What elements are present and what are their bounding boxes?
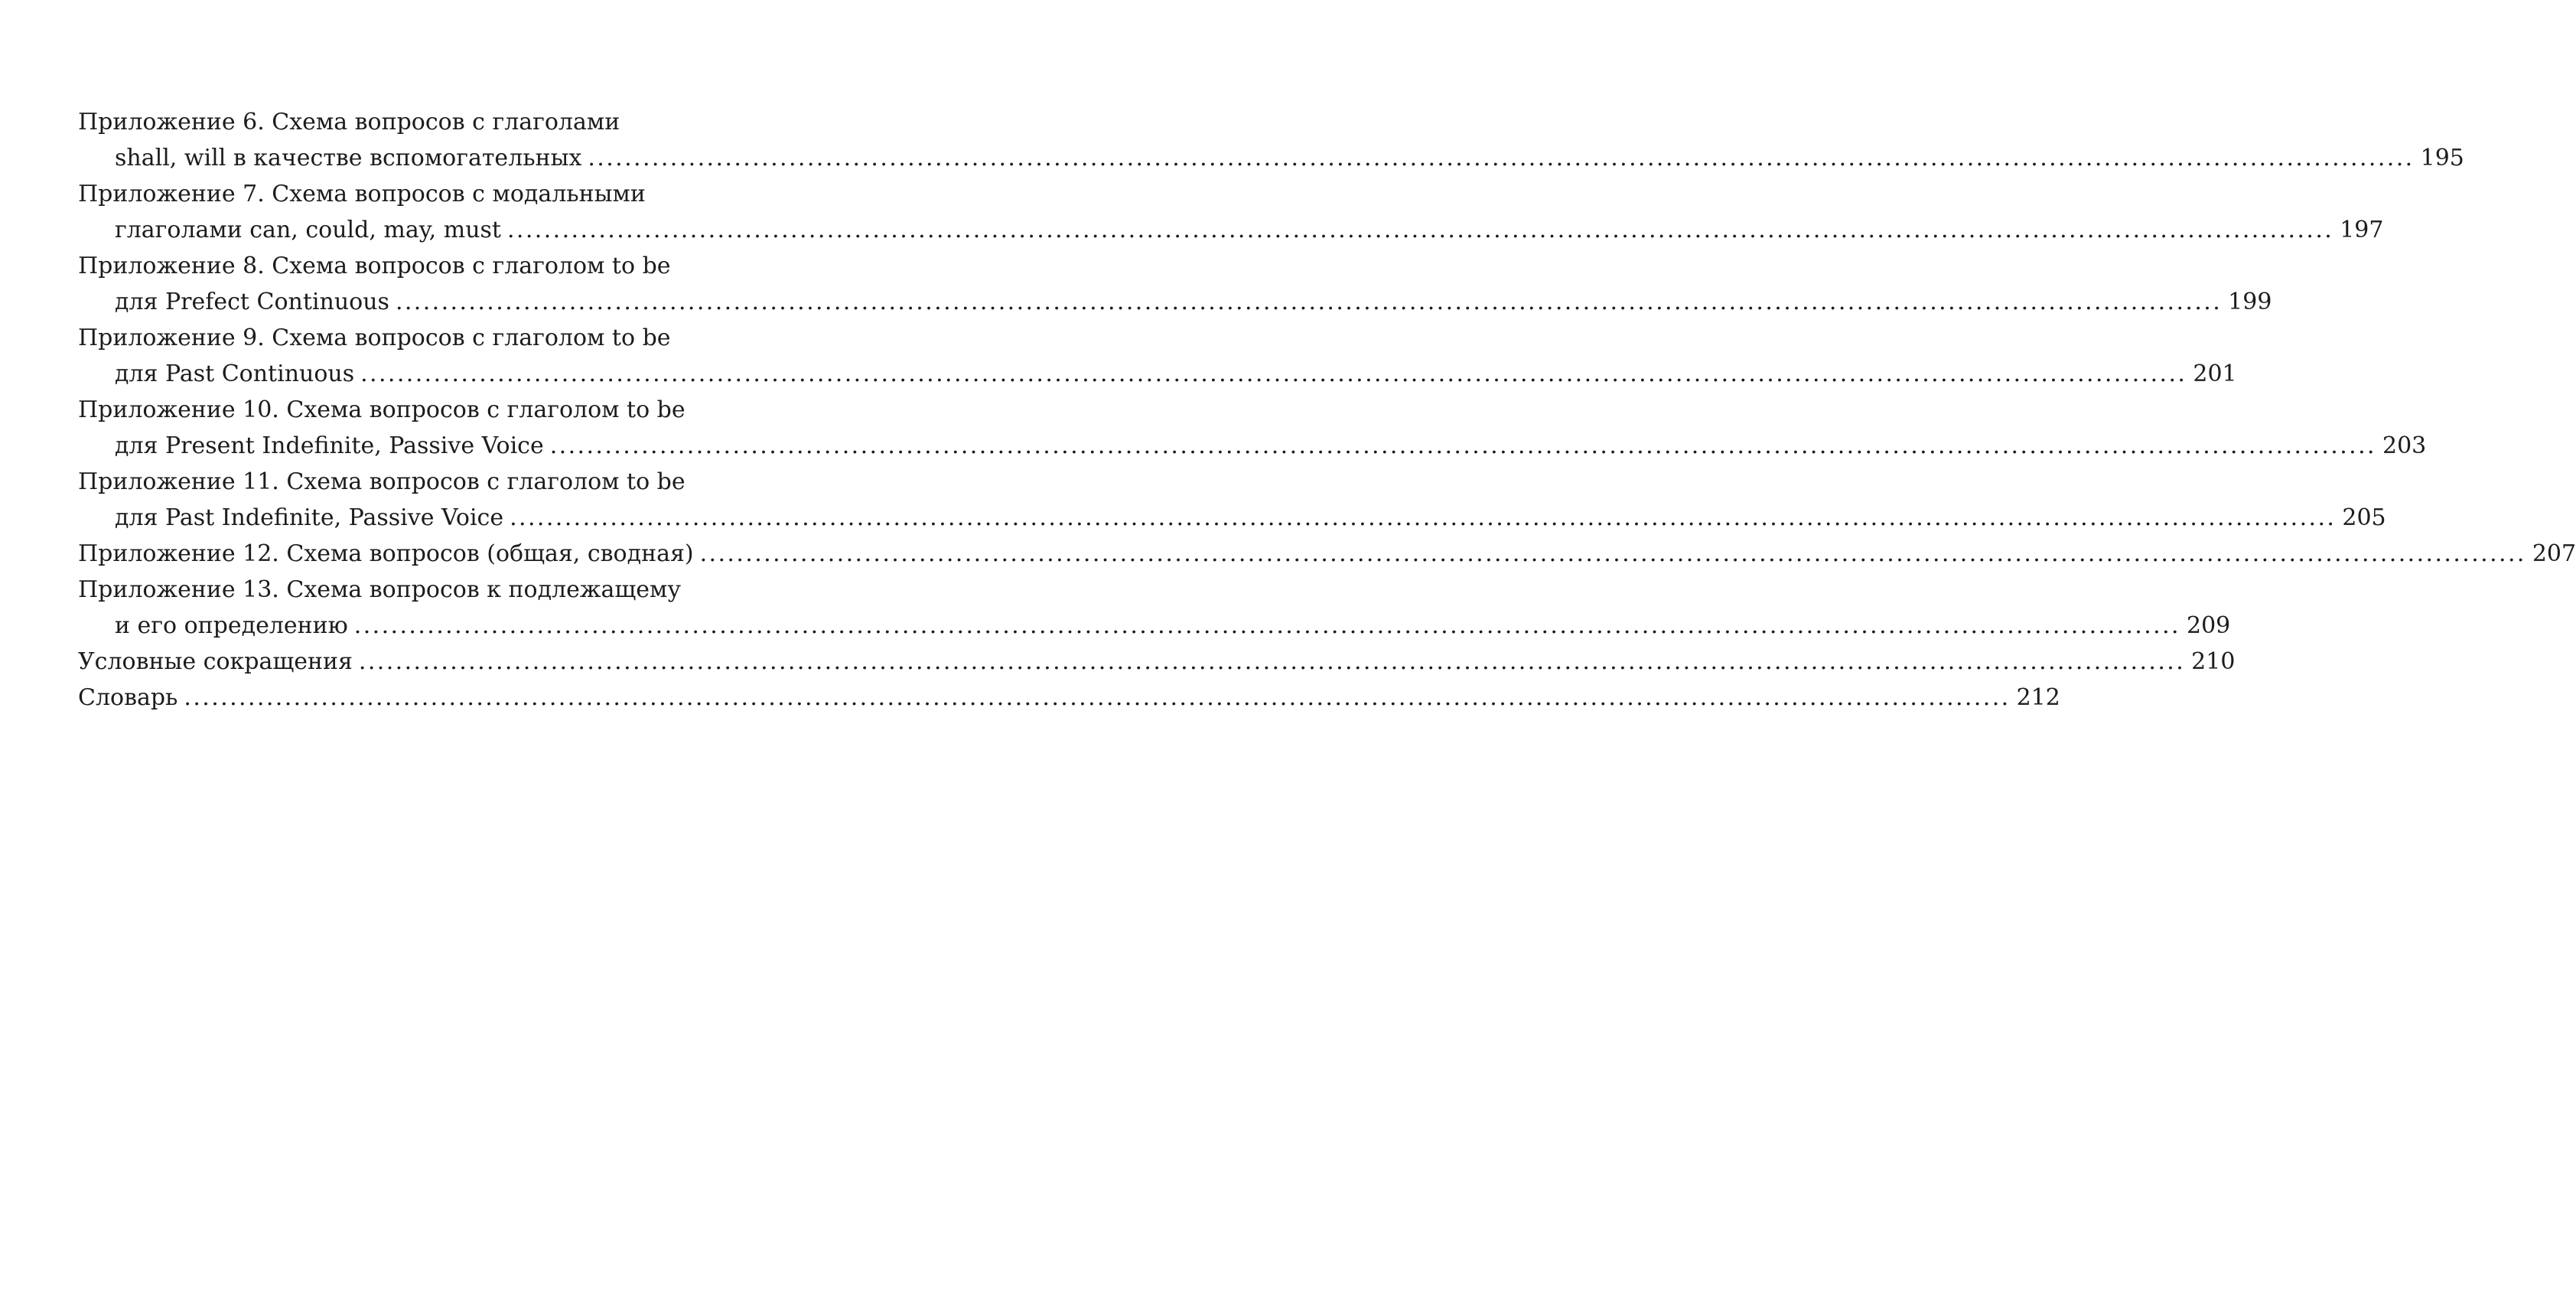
toc-entry-title: для Past Indefinite, Passive Voice (115, 504, 504, 531)
toc-entry-title: для Past Continuous (115, 360, 355, 387)
toc-entry-appendix-13-line1: Приложение 13. Схема вопросов к подлежащему (78, 576, 681, 603)
toc-page-number: 201 (2193, 360, 2237, 387)
toc-entry-appendix-10-line1: Приложение 10. Схема вопросов с глаголом to be (78, 396, 686, 423)
toc-entry-appendix-8-line1: Приложение 8. Схема вопросов с глаголом to be (78, 253, 671, 279)
toc-page-number: 199 (2228, 289, 2272, 315)
toc-entry-title: shall, will в качестве вспомогательных (115, 145, 582, 171)
dot-leader: ........................................................................................................................................................................................................ (588, 145, 2415, 171)
toc-entry-appendix-8[interactable] (78, 284, 2272, 320)
toc-page-number: 195 (2420, 145, 2464, 171)
toc-entry-appendix-11-line1: Приложение 11. Схема вопросов с глаголом to be (78, 468, 686, 495)
toc-entry-title: Условные сокращения (78, 648, 353, 675)
dot-leader: ........................................................................................................................................................................................................ (184, 684, 2011, 711)
dot-leader: ........................................................................................................................................................................................................ (360, 360, 2187, 387)
toc-entry-appendix-12[interactable] (78, 536, 2576, 572)
toc-entry-title: Словарь (78, 684, 178, 711)
toc-entry-appendix-13[interactable] (78, 608, 2231, 644)
toc-entry-appendix-6-line1: Приложение 6. Схема вопросов с глаголами (78, 109, 620, 135)
toc-page-number: 203 (2382, 432, 2427, 459)
toc-entry-title: глаголами can, could, may, must (115, 217, 501, 243)
toc-entry-appendix-7-line1: Приложение 7. Схема вопросов с модальными (78, 181, 646, 207)
toc-entry-appendix-10[interactable] (78, 428, 2427, 464)
dot-leader: ........................................................................................................................................................................................................ (699, 540, 2526, 567)
toc-entry-appendix-6[interactable] (78, 140, 2464, 176)
toc-page-number: 197 (2340, 217, 2384, 243)
toc-entry-title: для Prefect Continuous (115, 289, 389, 315)
toc-entry-title: для Present Indefinite, Passive Voice (115, 432, 544, 459)
toc-entry-appendix-9[interactable] (78, 356, 2237, 392)
toc-page-number: 210 (2191, 648, 2236, 675)
toc-entry-abbreviations[interactable] (78, 644, 2236, 680)
toc-entry-appendix-11[interactable] (78, 500, 2386, 536)
dot-leader: ........................................................................................................................................................................................................ (395, 289, 2223, 315)
toc-page-number: 205 (2342, 504, 2386, 531)
dot-leader: ........................................................................................................................................................................................................ (353, 612, 2180, 639)
toc-page-number: 207 (2532, 540, 2576, 567)
toc-page-number: 212 (2016, 684, 2060, 711)
dot-leader: ........................................................................................................................................................................................................ (549, 432, 2376, 459)
dot-leader: ........................................................................................................................................................................................................ (358, 648, 2186, 675)
table-of-contents (78, 104, 2576, 716)
toc-entry-dictionary[interactable] (78, 680, 2060, 716)
toc-entry-appendix-9-line1: Приложение 9. Схема вопросов с глаголом to be (78, 325, 671, 351)
toc-entry-title: и его определению (115, 612, 348, 639)
dot-leader: ........................................................................................................................................................................................................ (506, 217, 2334, 243)
toc-page-number: 209 (2187, 612, 2231, 639)
dot-leader: ........................................................................................................................................................................................................ (510, 504, 2337, 531)
toc-entry-title: Приложение 12. Схема вопросов (общая, сводная) (78, 540, 694, 567)
toc-entry-appendix-7[interactable] (78, 212, 2384, 248)
